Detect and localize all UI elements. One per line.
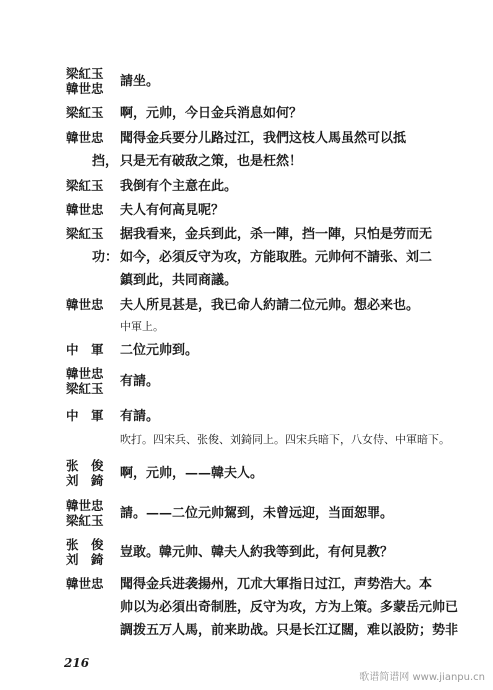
dialogue-line: 請坐。 <box>120 74 160 89</box>
speaker-name <box>66 576 106 591</box>
speaker-continuation: 挡， <box>92 154 119 169</box>
speaker-line: 梁紅玉 <box>66 381 104 396</box>
speaker-continuation: 功： <box>92 250 119 265</box>
speaker-name <box>66 458 106 488</box>
watermark: 歌谱简谱网 www.jianpu.cn <box>359 672 485 683</box>
dialogue-line: 調拨五万人馬，前来助战。只是长江辽闊，难以設防；势非 <box>120 623 459 638</box>
speaker-name <box>66 202 106 217</box>
speaker-name <box>66 342 106 357</box>
speaker-line: 梁紅玉 <box>66 513 104 528</box>
dialogue-line: 我倒有个主意在此。 <box>120 179 238 194</box>
dialogue-line: 啊，元帅，——韓夫人。 <box>120 466 264 481</box>
stage-direction: 吹打。四宋兵、张俊、刘錡同上。四宋兵暗下，八女侍、中軍暗下。 <box>120 433 450 446</box>
speaker-name <box>66 498 106 528</box>
speaker-name <box>66 366 106 396</box>
speaker-name <box>66 130 106 145</box>
speaker-line: 韓世忠 <box>66 202 104 217</box>
speaker-line: 韓世忠 <box>66 366 104 381</box>
speaker-line: 韓世忠 <box>66 498 104 513</box>
speaker-line: 韓世忠 <box>66 297 104 312</box>
speaker-name <box>66 66 106 96</box>
dialogue-line: 夫人所見甚是，我已命人約請二位元帅。想必来也。 <box>120 298 420 313</box>
speaker-name <box>66 297 106 312</box>
speaker-line: 韓世忠 <box>66 576 104 591</box>
speaker-name <box>66 537 106 567</box>
dialogue-line: 請。——二位元帅駕到，未曾远迎，当面恕罪。 <box>120 506 394 521</box>
speaker-name <box>66 105 106 120</box>
page-number: 216 <box>64 656 90 670</box>
dialogue-line: 聞得金兵要分儿路过江，我們这枝人馬虽然可以抵 <box>120 131 407 146</box>
dialogue-line: 据我看来，金兵到此，杀一陣，挡一陣，只怕是劳而无 <box>120 227 433 242</box>
speaker-line: 张 俊 <box>66 537 104 552</box>
dialogue-line: 有請。 <box>120 409 160 424</box>
stage-direction: 中軍上。 <box>120 320 164 333</box>
speaker-line: 韓世忠 <box>66 130 104 145</box>
speaker-line: 梁紅玉 <box>66 105 104 120</box>
dialogue-line: 二位元帅到。 <box>120 343 199 358</box>
speaker-name <box>66 226 106 241</box>
speaker-line: 张 俊 <box>66 458 104 473</box>
dialogue-line: 只是无有破敌之策，也是枉然！ <box>120 154 303 169</box>
speaker-line: 梁紅玉 <box>66 178 104 193</box>
speaker-name <box>66 408 106 423</box>
dialogue-line: 如今，必須反守为攻，方能取胜。元帅何不請张、刘二 <box>120 250 433 265</box>
speaker-line: 中 軍 <box>66 342 104 357</box>
dialogue-line: 夫人有何高見呢？ <box>120 203 225 218</box>
dialogue-line: 啊，元帅，今日金兵消息如何？ <box>120 106 303 121</box>
speaker-line: 梁紅玉 <box>66 226 104 241</box>
dialogue-line: 豈敢。韓元帅、韓夫人約我等到此，有何見教？ <box>120 545 394 560</box>
speaker-line: 韓世忠 <box>66 81 104 96</box>
speaker-name <box>66 178 106 193</box>
speaker-line: 刘 錡 <box>66 473 104 488</box>
dialogue-line: 有請。 <box>120 374 160 389</box>
dialogue-line: 帅以为必須出奇制胜，反守为攻，方为上策。多蒙岳元帅已 <box>120 600 459 615</box>
dialogue-line: 聞得金兵进袭揚州，兀朮大軍指日过江，声势浩大。本 <box>120 577 433 592</box>
speaker-line: 刘 錡 <box>66 552 104 567</box>
speaker-line: 中 軍 <box>66 408 104 423</box>
speaker-line: 梁紅玉 <box>66 66 104 81</box>
dialogue-line: 鎮到此，共同商議。 <box>120 273 238 288</box>
